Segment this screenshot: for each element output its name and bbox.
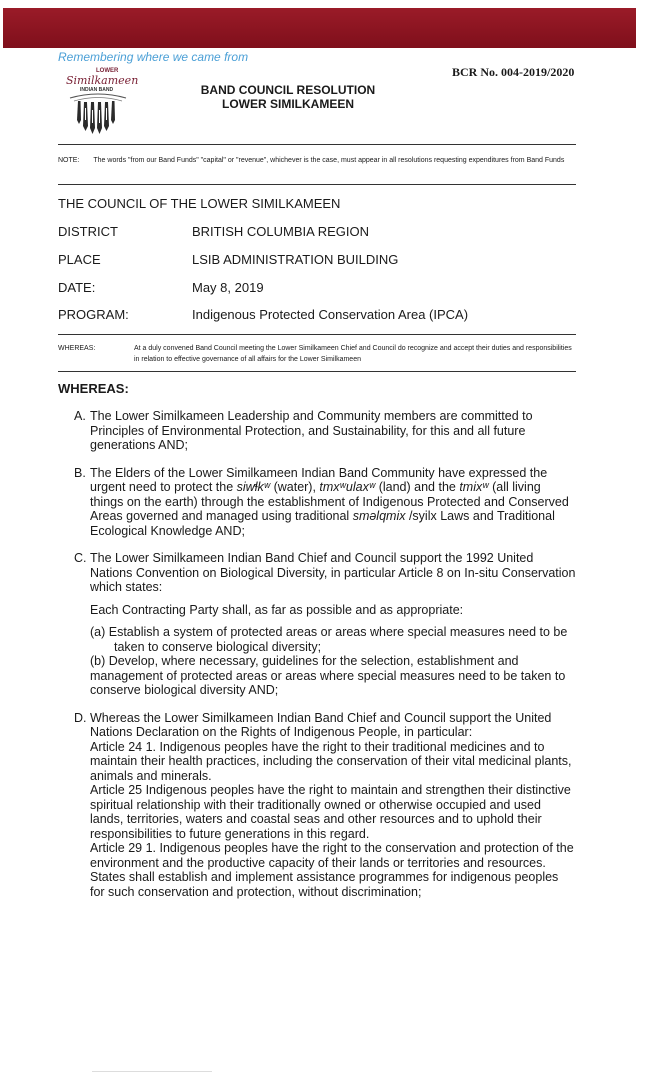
resolution-body <box>74 409 576 912</box>
note-label: NOTE: <box>58 157 80 164</box>
district-label: DISTRICT <box>58 224 118 239</box>
logo-lower-text: LOWER <box>96 68 119 74</box>
logo-name-text: Similkameen <box>66 74 139 87</box>
date-value: May 8, 2019 <box>192 280 264 295</box>
clause-text <box>90 466 576 539</box>
syilx-term: siwɬkʷ <box>236 480 271 494</box>
program-label: PROGRAM: <box>58 307 129 322</box>
text-run: (water), <box>270 480 320 494</box>
council-heading: THE COUNCIL OF THE LOWER SIMILKAMEEN <box>58 196 341 211</box>
divider <box>58 184 576 185</box>
text-run: (all living things on the earth) through the establishment of Indigenous Protected and Conserved Areas governed and managed using traditional <box>90 480 569 523</box>
syilx-term: tmixʷ <box>459 480 489 494</box>
clause-b <box>74 466 576 539</box>
text-run: The Elders of the Lower Similkameen Indian Band Community have expressed the urgent need to protect the <box>90 465 548 494</box>
article-29: Article 29 1. Indigenous peoples have the right to the conservation and protection of the environment and the productive capacity of their lands or territories and resources. States shall establish and implement assistance programmes for indigenous peoples for such conservation and protection, without discrimination; <box>90 841 574 899</box>
clause-d <box>74 711 576 900</box>
divider <box>58 144 576 145</box>
date-label: DATE: <box>58 280 96 295</box>
clause-c-a: (a) Establish a system of protected areas or areas where special measures need to be taken to conserve biological diversity; <box>90 625 568 654</box>
syilx-term: tmxʷulaxʷ <box>319 480 376 494</box>
tagline: Remembering where we came from <box>58 50 249 64</box>
article-25: Article 25 Indigenous peoples have the right to maintain and strengthen their distinctive spiritual relationship with their traditionally owned or otherwise occupied and used lands, territories, waters and coastal seas and other resources and to uphold their responsibilities to future generations in this regard. <box>90 783 571 841</box>
divider <box>58 334 576 335</box>
text-run: /syilx Laws and Traditional Ecological Knowledge AND; <box>90 509 555 538</box>
band-logo <box>58 68 138 138</box>
footer-mark <box>92 1071 212 1072</box>
syilx-term: sməlqmix <box>352 509 406 523</box>
program-value: Indigenous Protected Conservation Area (IPCA) <box>192 307 469 322</box>
clause-c <box>74 551 576 698</box>
article-24: Article 24 1. Indigenous peoples have the right to their traditional medicines and to maintain their health practices, including the conservation of their vital medicinal plants, animals and minerals. <box>90 739 572 783</box>
title-line-1: BAND COUNCIL RESOLUTION <box>200 83 376 97</box>
district-value: BRITISH COLUMBIA REGION <box>192 224 369 239</box>
clause-c-b: (b) Develop, where necessary, guidelines for the selection, establishment and management of protected areas or areas where special measures need to be taken to conserve biological diversity AND; <box>90 654 566 697</box>
clause-marker: A. <box>74 409 86 423</box>
clause-marker: B. <box>74 465 86 480</box>
clause-text: Whereas the Lower Similkameen Indian Band Chief and Council support the United Nations Declaration on the Rights of Indigenous People, in particular: <box>90 710 552 739</box>
divider <box>58 371 576 372</box>
place-label: PLACE <box>58 252 101 267</box>
feathers-icon <box>58 68 138 138</box>
clause-a <box>74 409 576 453</box>
header-band <box>3 8 636 48</box>
text-run: (land) and the <box>375 480 460 494</box>
note-block <box>58 156 576 166</box>
clause-c-each: Each Contracting Party shall, as far as possible and as appropriate: <box>90 602 464 617</box>
document-title <box>188 83 388 111</box>
whereas-heading: WHEREAS: <box>58 381 129 396</box>
place-value: LSIB ADMINISTRATION BUILDING <box>192 252 399 267</box>
clause-marker: C. <box>74 551 87 565</box>
clause-marker: D. <box>74 710 87 725</box>
note-text: The words "from our Band Funds" "capital" or "revenue", whichever is the case, must appear in all resolutions requesting expenditures from Band Funds <box>93 157 565 164</box>
clause-text: The Lower Similkameen Leadership and Community members are committed to Principles of Environmental Protection, and Sustainability, for this and all future generations AND; <box>90 409 533 452</box>
logo-band-text: INDIAN BAND <box>80 87 114 93</box>
clause-text: The Lower Similkameen Indian Band Chief and Council support the 1992 United Nations Convention on Biological Diversity, in particular Article 8 on In-situ Conservation which states: <box>90 551 576 594</box>
bcr-number: BCR No. 004-2019/2020 <box>452 65 575 79</box>
title-line-2: LOWER SIMILKAMEEN <box>222 97 354 111</box>
whereas-preamble-text: At a duly convened Band Council meeting the Lower Similkameen Chief and Council do recognize and accept their duties and responsibilities in relation to effective governance of all affairs for the Lower Similkameen <box>134 345 572 363</box>
whereas-preamble-label: WHEREAS: <box>58 345 96 352</box>
